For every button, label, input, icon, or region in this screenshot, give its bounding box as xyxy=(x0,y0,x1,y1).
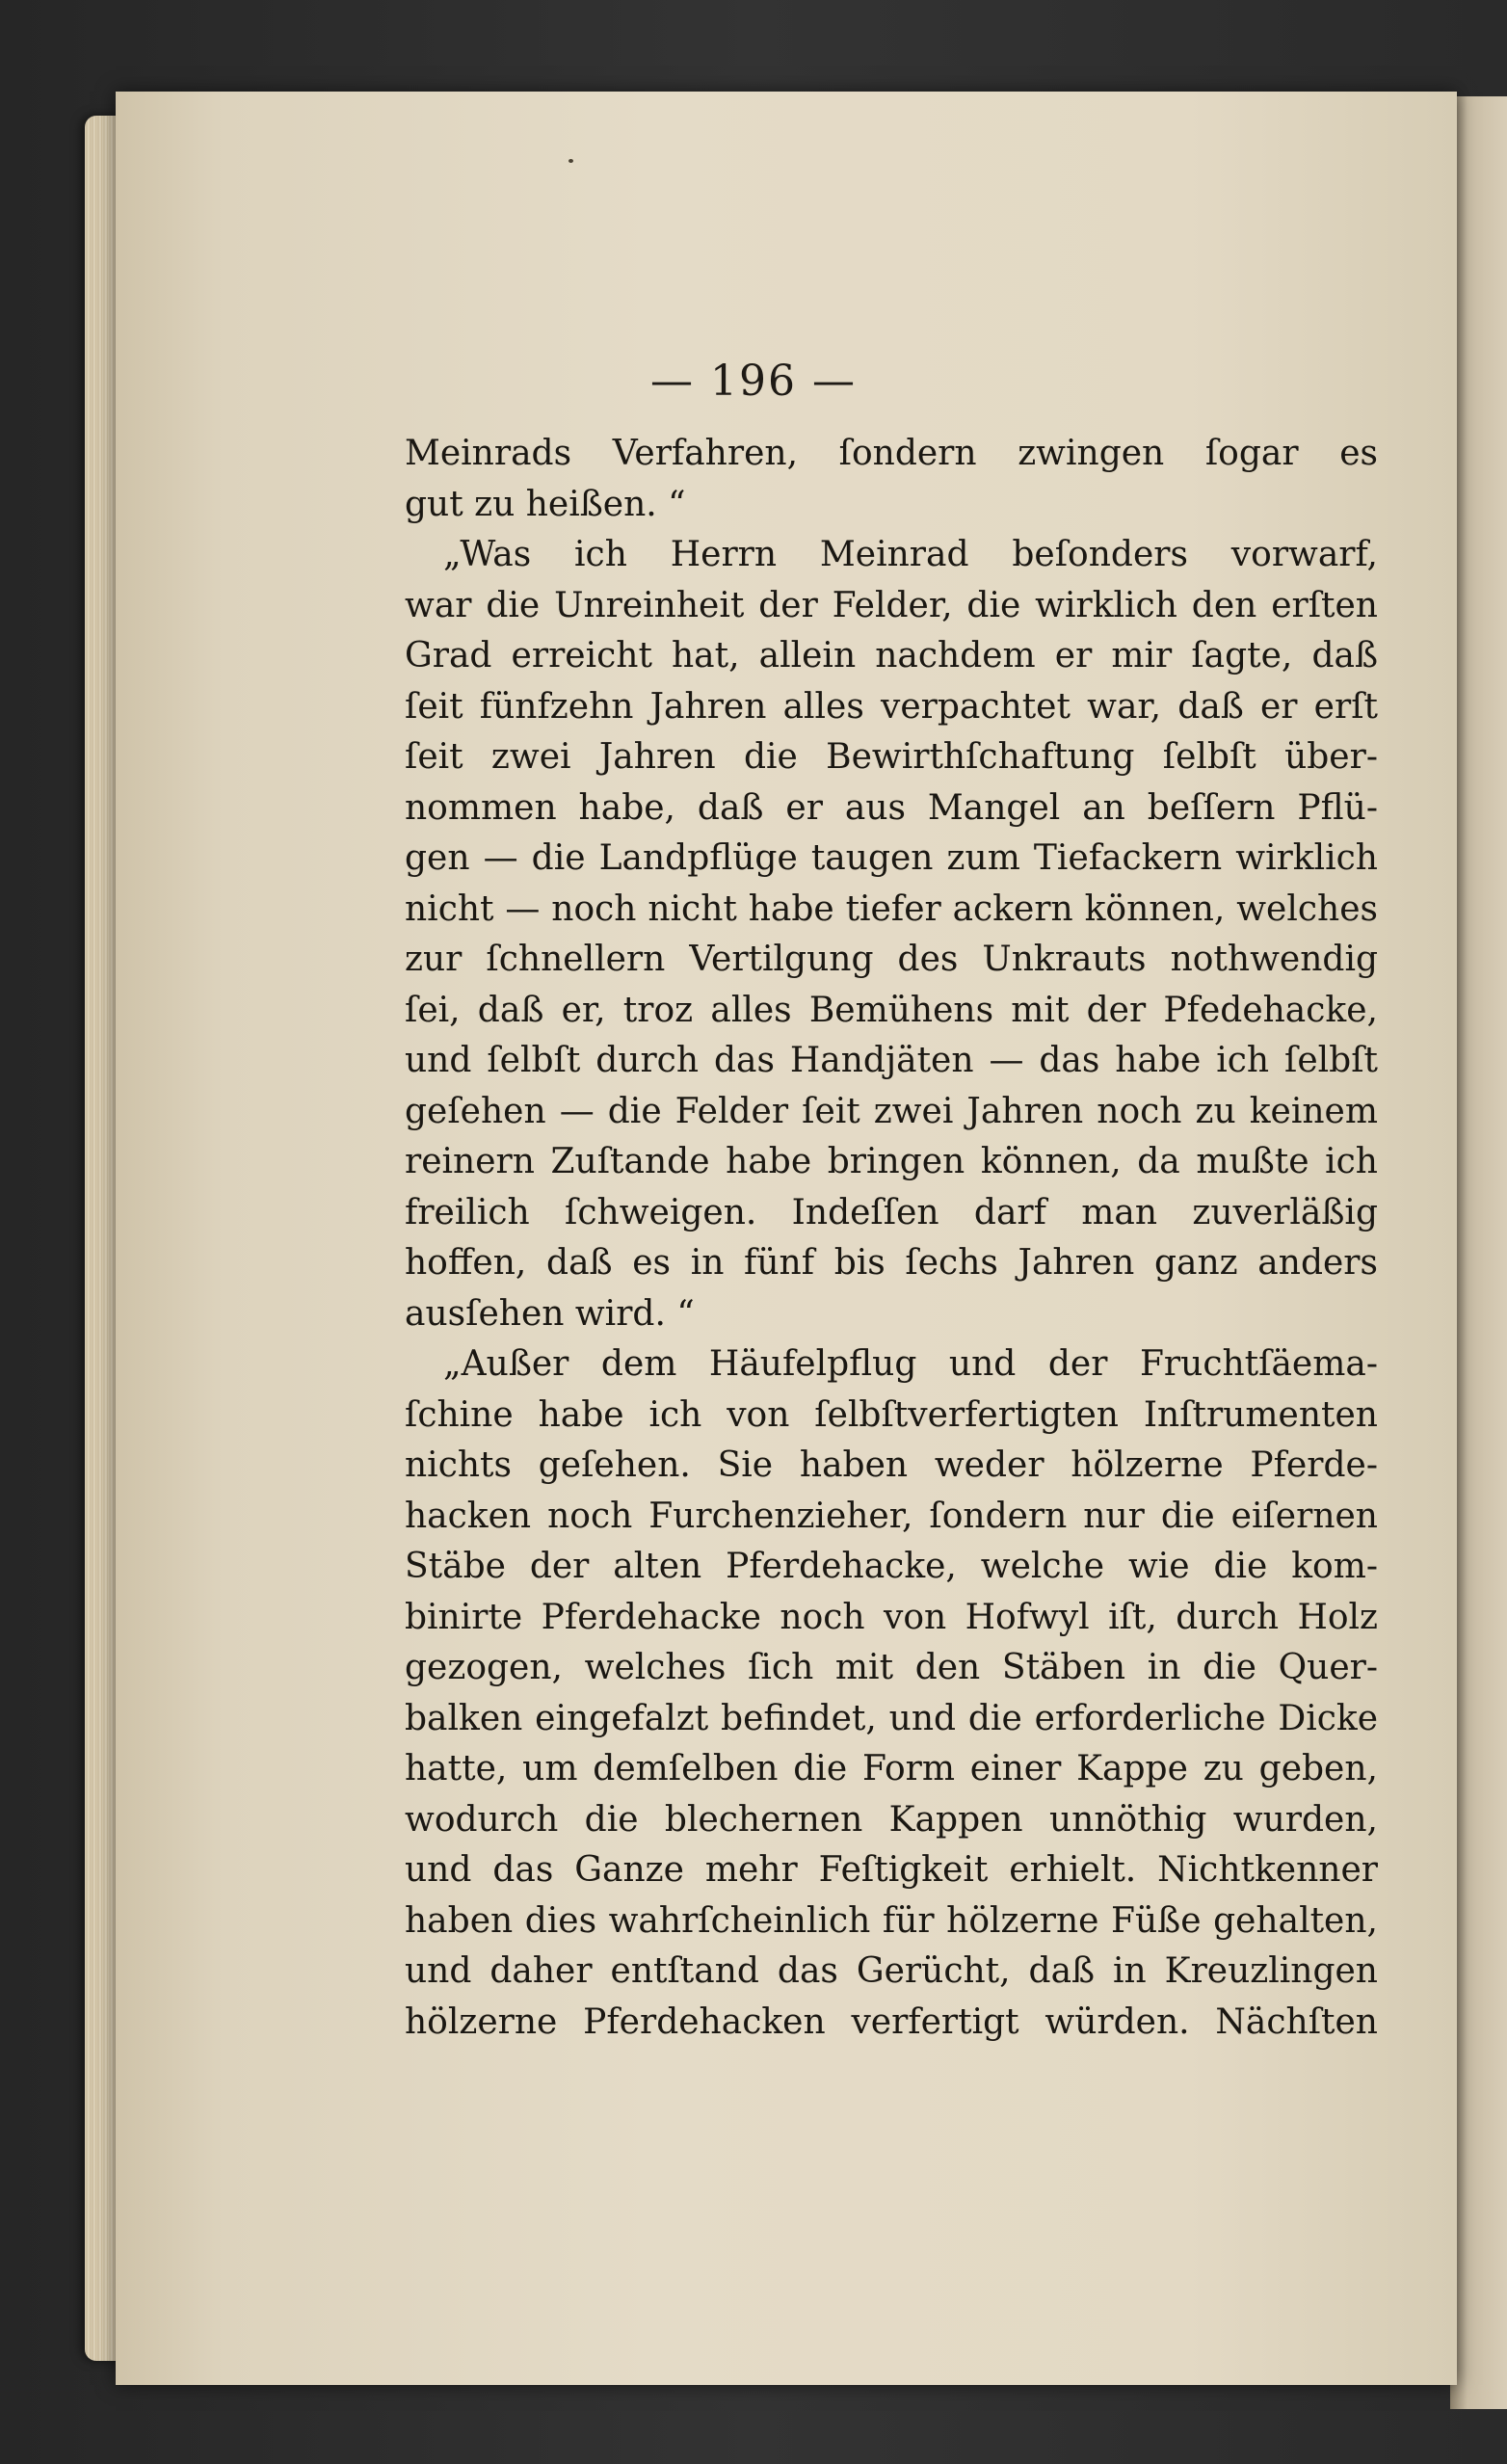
text-line: hölzerne Pferdehacken verfertigt würden. Nächſten xyxy=(405,2001,1378,2042)
text-line: Grad erreicht hat, allein nachdem er mir ſagte, daß xyxy=(405,636,1378,676)
text-line: nicht — noch nicht habe tiefer ackern können, welches xyxy=(405,888,1378,929)
text-line: haben dies wahrſcheinlich für hölzerne Füße gehalten, xyxy=(405,1900,1378,1941)
text-line: ſeit fünfzehn Jahren alles verpachtet war, daß er erſt xyxy=(405,686,1378,727)
text-line: hacken noch Furchenzieher, ſondern nur die eiſernen xyxy=(405,1496,1378,1536)
text-line: Stäbe der alten Pferdehacke, welche wie die kom- xyxy=(405,1547,1378,1586)
text-line: wodurch die blechernen Kappen unnöthig wurden, xyxy=(405,1799,1378,1840)
text-line: hatte, um demſelben die Form einer Kappe zu geben, xyxy=(405,1749,1378,1788)
text-line: war die Unreinheit der Felder, die wirklich den erſten xyxy=(405,585,1378,625)
text-line: Meinrads Verfahren, ſondern zwingen ſogar es xyxy=(405,434,1378,473)
text-line: und daher entſtand das Gerücht, daß in Kreuzlingen xyxy=(405,1951,1378,1991)
next-page-edge xyxy=(1450,96,1507,2409)
text-line: ausſehen wird. “ xyxy=(405,1293,695,1334)
body-text xyxy=(405,429,1378,2048)
text-line: ſei, daß er, troz alles Bemühens mit der Pfedehacke, xyxy=(405,990,1378,1030)
text-line: und das Ganze mehr Feſtigkeit erhielt. Nichtkenner xyxy=(405,1850,1378,1890)
paper-speck xyxy=(568,159,573,163)
text-line: „Außer dem Häufelpflug und der Fruchtſäema- xyxy=(443,1344,1378,1384)
text-line: gezogen, welches ſich mit den Stäben in die Quer- xyxy=(405,1648,1378,1687)
text-line: geſehen — die Felder ſeit zwei Jahren noch zu keinem xyxy=(405,1091,1378,1131)
text-line: balken eingefalzt befindet, und die erforderliche Dicke xyxy=(405,1698,1378,1738)
page-number-header: — 196 — xyxy=(650,357,857,406)
text-line: gen — die Landpflüge taugen zum Tiefackern wirklich xyxy=(405,838,1378,878)
text-line: ſchine habe ich von ſelbſtverfertigten Inſtrumenten xyxy=(405,1394,1378,1435)
text-line: und ſelbſt durch das Handjäten — das habe ich ſelbſt xyxy=(405,1041,1378,1080)
text-line: nichts geſehen. Sie haben weder hölzerne Pferde- xyxy=(405,1445,1378,1485)
text-line: binirte Pferdehacke noch von Hofwyl iſt, durch Holz xyxy=(405,1597,1378,1637)
text-line: ſeit zwei Jahren die Bewirthſchaftung ſelbſt über- xyxy=(405,737,1378,777)
text-line: gut zu heißen. “ xyxy=(405,484,686,524)
text-line: „Was ich Herrn Meinrad beſonders vorwarf, xyxy=(443,535,1378,574)
text-line: nommen habe, daß er aus Mangel an beſſern Pflü- xyxy=(405,787,1378,828)
text-line: zur ſchnellern Vertilgung des Unkrauts nothwendig xyxy=(405,940,1378,979)
text-line: hoffen, daß es in fünf bis ſechs Jahren ganz anders xyxy=(405,1243,1378,1283)
text-line: reinern Zuſtande habe bringen können, da mußte ich xyxy=(405,1142,1378,1181)
text-line: freilich ſchweigen. Indeſſen darf man zuverläßig xyxy=(405,1192,1378,1232)
